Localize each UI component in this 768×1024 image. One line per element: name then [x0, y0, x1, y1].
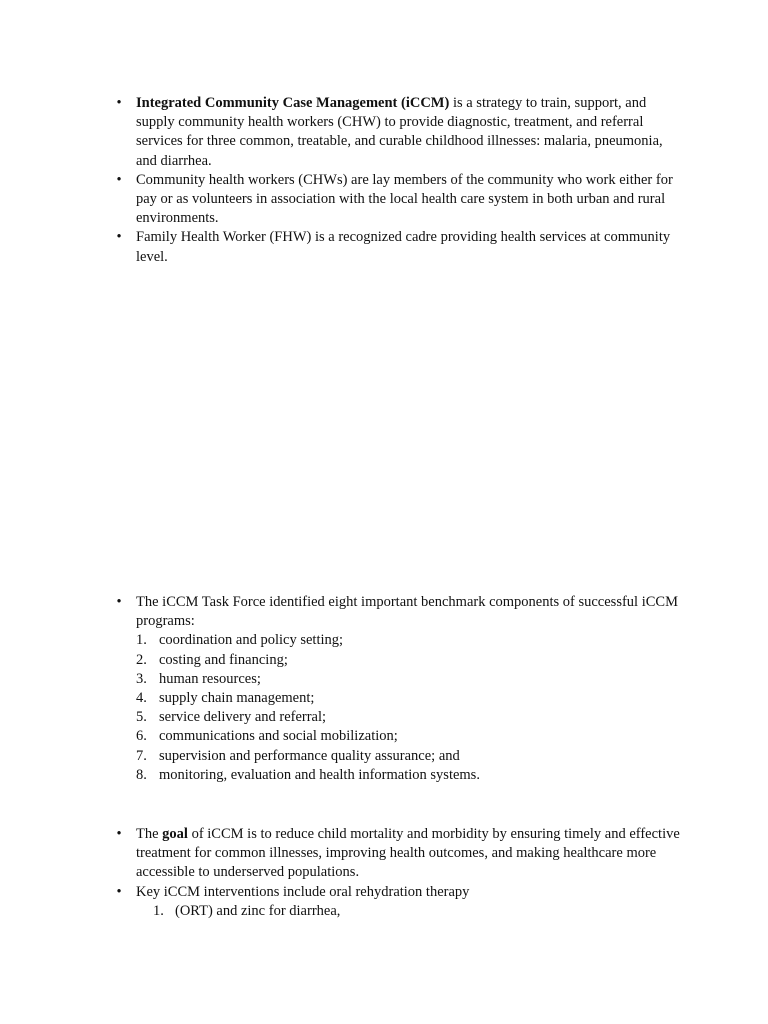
benchmark-number: 1. [136, 632, 147, 649]
benchmark-item [0, 670, 679, 689]
benchmark-item [0, 708, 679, 727]
benchmark-text: supervision and performance quality assurance; and [159, 747, 460, 764]
benchmark-text: human resources; [159, 670, 261, 687]
goal-section [0, 825, 768, 921]
iccm-definition-text: is a strategy to train, support, and supply community health workers (CHW) to provide diagnostic, treatment, and referral services for three common, treatable, and curable childhood illnesses: malaria, pneumonia, and diarrhea. [136, 95, 663, 169]
fhw-definition-text: Family Health Worker (FHW) is a recognized cadre providing health services at community level. [136, 229, 671, 265]
benchmark-number: 3. [136, 670, 147, 687]
intervention-number: 1. [153, 902, 164, 919]
bullet-task-force [0, 593, 681, 631]
benchmark-item [0, 651, 679, 670]
benchmark-item [0, 747, 679, 766]
benchmark-item [0, 631, 679, 650]
benchmark-list [0, 631, 768, 785]
benchmark-number: 6. [136, 728, 147, 745]
benchmark-number: 7. [136, 747, 147, 764]
benchmark-text: coordination and policy setting; [159, 632, 344, 649]
bullet-goal [0, 825, 681, 883]
intervention-item [0, 902, 675, 921]
benchmark-item [0, 727, 679, 746]
benchmark-number: 4. [136, 690, 147, 707]
bullet-chw-definition [0, 171, 681, 229]
benchmark-section [0, 593, 768, 785]
benchmark-text: costing and financing; [159, 651, 288, 668]
bullet-dot: • [116, 95, 122, 111]
bullet-fhw-definition [0, 228, 681, 266]
bullet-iccm-definition [0, 94, 681, 171]
definitions-section [0, 94, 768, 267]
benchmark-number: 5. [136, 709, 147, 726]
interventions-text: Key iCCM interventions include oral rehydration therapy [136, 883, 470, 900]
bullet-dot: • [116, 883, 122, 900]
iccm-term: Integrated Community Case Management (iCCM) [136, 95, 450, 111]
benchmark-text: service delivery and referral; [159, 709, 327, 726]
goal-term: goal [162, 826, 188, 842]
bullet-dot: • [116, 594, 122, 610]
bullet-dot: • [116, 229, 122, 246]
task-force-intro: The iCCM Task Force identified eight important benchmark components of successful iCCM programs: [136, 594, 678, 630]
benchmark-item [0, 766, 679, 785]
intervention-list [0, 902, 768, 921]
bullet-dot: • [116, 826, 122, 842]
chw-definition-text: Community health workers (CHWs) are lay members of the community who work either for pay or as volunteers in association with the local health care system in both urban and rural environments. [136, 171, 673, 227]
benchmark-number: 2. [136, 651, 147, 668]
benchmark-text: communications and social mobilization; [159, 728, 398, 745]
bullet-dot: • [116, 171, 122, 188]
goal-pre: The [136, 826, 163, 842]
bullet-interventions [0, 883, 681, 902]
benchmark-item [0, 689, 679, 708]
benchmark-text: supply chain management; [159, 690, 315, 707]
benchmark-text: monitoring, evaluation and health information systems. [159, 766, 480, 783]
benchmark-number: 8. [136, 766, 147, 783]
intervention-text: (ORT) and zinc for diarrhea, [175, 902, 341, 919]
goal-text: of iCCM is to reduce child mortality and morbidity by ensuring timely and effective treatment for common illnesses, improving health outcomes, and making healthcare more accessible to underserved populations. [136, 826, 680, 881]
